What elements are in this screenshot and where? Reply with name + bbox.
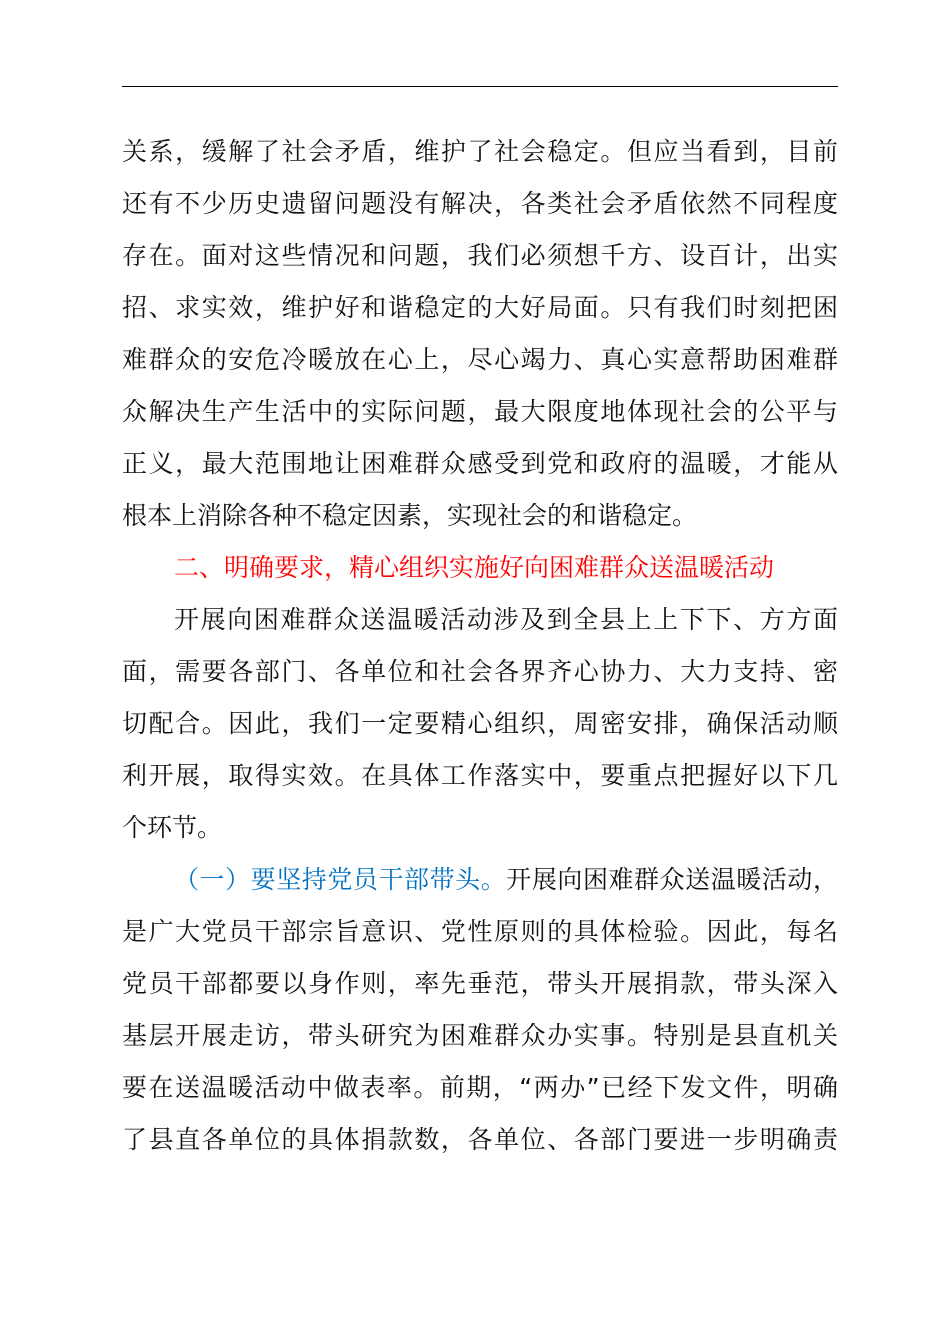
paragraph-3	[122, 854, 838, 1166]
text-line	[122, 854, 838, 906]
text-line: 要在送温暖活动中做表率。前期，“两办”已经下发文件，明确	[122, 1073, 838, 1102]
subheading-1: （一）要坚持党员干部带头。	[174, 865, 507, 894]
section-heading-2: 二、明确要求，精心组织实施好向困难群众送温暖活动	[174, 553, 775, 582]
text-line: 面，需要各部门、各单位和社会各界齐心协力、大力支持、密	[122, 657, 838, 686]
subheading-1-rest: 开展向困难群众送温暖活动，	[506, 865, 838, 894]
header-rule	[122, 86, 838, 87]
text-line: 了县直各单位的具体捐款数，各单位、各部门要进一步明确责	[122, 1125, 838, 1154]
paragraph-2	[122, 594, 838, 854]
text-line: 正义，最大范围地让困难群众感受到党和政府的温暖，才能从	[122, 449, 838, 478]
document-body	[122, 126, 838, 1166]
text-line: 切配合。因此，我们一定要精心组织，周密安排，确保活动顺	[122, 709, 838, 738]
text-line: 党员干部都要以身作则，率先垂范，带头开展捐款，带头深入	[122, 969, 838, 998]
text-line: 关系，缓解了社会矛盾，维护了社会稳定。但应当看到，目前	[122, 137, 838, 166]
paragraph-1	[122, 126, 838, 542]
text-line: 开展向困难群众送温暖活动涉及到全县上上下下、方方面	[174, 605, 838, 634]
text-line: 难群众的安危冷暖放在心上，尽心竭力、真心实意帮助困难群	[122, 345, 838, 374]
text-line: 根本上消除各种不稳定因素，实现社会的和谐稳定。	[122, 501, 698, 530]
text-line: 利开展，取得实效。在具体工作落实中，要重点把握好以下几	[122, 761, 838, 790]
text-line: 招、求实效，维护好和谐稳定的大好局面。只有我们时刻把困	[122, 293, 838, 322]
text-line: 存在。面对这些情况和问题，我们必须想千方、设百计，出实	[122, 241, 838, 270]
text-line: 是广大党员干部宗旨意识、党性原则的具体检验。因此，每名	[122, 917, 838, 946]
text-line: 众解决生产生活中的实际问题，最大限度地体现社会的公平与	[122, 397, 838, 426]
text-line: 个环节。	[122, 813, 223, 842]
text-line: 基层开展走访，带头研究为困难群众办实事。特别是县直机关	[122, 1021, 838, 1050]
text-line: 还有不少历史遗留问题没有解决，各类社会矛盾依然不同程度	[122, 189, 838, 218]
